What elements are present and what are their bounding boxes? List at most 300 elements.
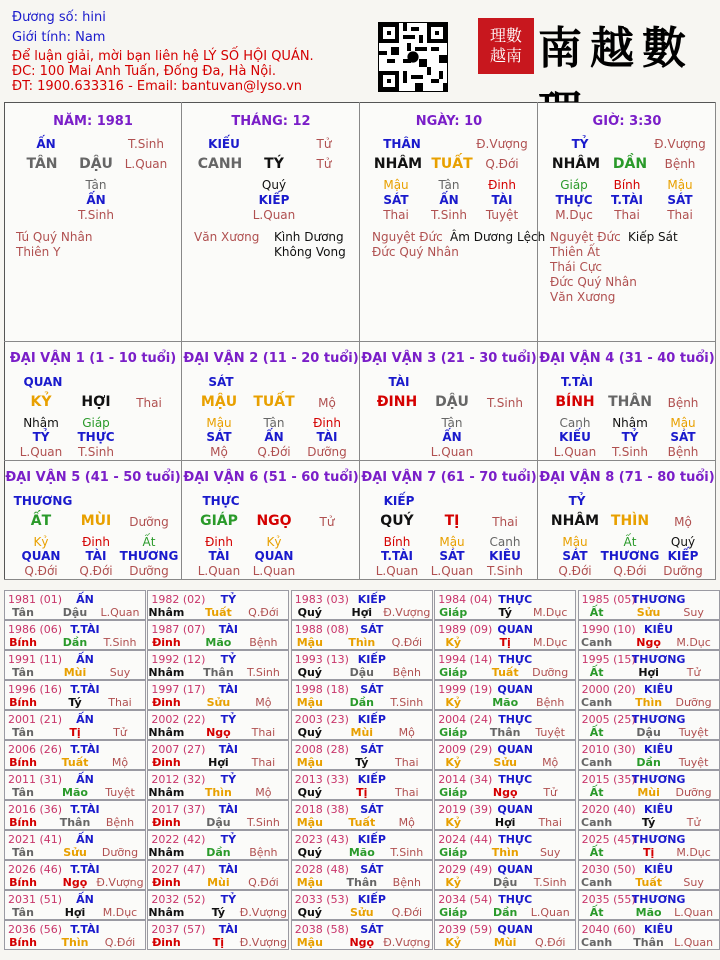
year-can: Nhâm <box>148 846 185 859</box>
pillar-title: NGÀY: 10 <box>415 114 483 129</box>
year-god: SÁT <box>360 923 384 936</box>
year-stage: T.Sinh <box>390 846 424 859</box>
year-stage: Đ.Vượng <box>383 606 431 619</box>
hidden-stage: M.Dục <box>555 208 593 222</box>
year-stage: L.Quan <box>674 906 714 919</box>
year-god: ẤN <box>76 593 94 606</box>
dv-hidden-stage: L.Quan <box>553 445 597 459</box>
year-label: 2021 (41) <box>8 833 63 846</box>
dai-van-stage: Dưỡng <box>129 515 169 529</box>
year-stage: Đ.Vượng <box>239 936 287 949</box>
year-god: THỰC <box>498 773 533 786</box>
year-stage: Tuyệt <box>105 786 135 799</box>
hidden-god: KIẾP <box>258 193 290 207</box>
year-can: Giáp <box>439 726 468 739</box>
year-stage: Tử <box>686 666 701 679</box>
year-stage: Suy <box>683 606 704 619</box>
year-can: Mậu <box>296 636 323 649</box>
pillar-can: TÂN <box>26 156 58 172</box>
year-cell <box>434 740 576 770</box>
year-stage: Bệnh <box>249 846 278 859</box>
year-chi: Mùi <box>350 726 374 739</box>
year-god: KIẾP <box>357 593 386 606</box>
year-chi: Tị <box>69 726 81 739</box>
dai-van-can: GIÁP <box>200 513 238 529</box>
dv-hidden-god: SÁT <box>670 430 696 444</box>
pillar-can: NHÂM <box>551 156 601 172</box>
pillar-top-stage: T.Sinh <box>128 137 164 151</box>
year-can: Ất <box>589 666 604 679</box>
year-god: SÁT <box>360 683 384 696</box>
dai-van-title: ĐẠI VẬN 4 (31 - 40 tuổi) <box>539 351 715 366</box>
year-can: Canh <box>581 936 613 949</box>
dv-hidden-stem: Bính <box>383 535 411 549</box>
year-cell <box>147 920 289 950</box>
year-chi: Dậu <box>492 876 518 889</box>
dv-hidden-stem: Đinh <box>205 535 233 549</box>
year-can: Đinh <box>152 876 181 889</box>
year-god: TỶ <box>220 593 237 606</box>
year-stage: M.Dục <box>676 636 711 649</box>
dv-hidden-god: ẤN <box>442 430 462 444</box>
year-cell <box>147 860 289 890</box>
year-god: T.TÀI <box>70 863 100 876</box>
year-stage: Thai <box>395 786 419 799</box>
hidden-stage: T.Sinh <box>78 208 114 222</box>
year-chi: Hợi <box>208 756 229 769</box>
pillar-chi: TÝ <box>264 156 284 172</box>
year-label: 2009 (29) <box>438 743 493 756</box>
year-god: KIẾP <box>357 653 386 666</box>
year-god: ẤN <box>76 653 94 666</box>
dv-hidden-stage: Dưỡng <box>129 564 169 578</box>
year-chi: Tị <box>356 786 368 799</box>
year-stage: Thai <box>395 756 419 769</box>
hidden-stem: Bính <box>613 178 641 192</box>
year-chi: Mùi <box>637 786 660 799</box>
year-stage: Mộ <box>255 786 272 799</box>
year-label: 1985 (05) <box>581 593 636 606</box>
year-can: Giáp <box>439 906 468 919</box>
year-can: Quý <box>297 906 322 919</box>
star-item: Tú Quý Nhân <box>16 230 93 244</box>
year-cell <box>291 770 433 800</box>
duong-so-value: hini <box>82 10 106 25</box>
year-cell <box>291 830 433 860</box>
star-item: Nguyệt Đức <box>372 230 443 244</box>
year-stage: Mộ <box>542 756 559 769</box>
year-god: SÁT <box>360 803 384 816</box>
pillar-chi: DẬU <box>79 156 113 172</box>
pillar-title: NĂM: 1981 <box>53 114 133 129</box>
year-stage: Tử <box>543 786 558 799</box>
year-stage: T.Sinh <box>246 666 280 679</box>
year-label: 1991 (11) <box>8 653 63 666</box>
year-god: THƯƠNG <box>631 653 686 666</box>
year-chi: Thân <box>346 876 378 889</box>
year-god: T.TÀI <box>70 743 100 756</box>
dai-van-title: ĐẠI VẬN 1 (1 - 10 tuổi) <box>9 351 177 366</box>
year-god: T.TÀI <box>70 923 100 936</box>
year-cell <box>291 740 433 770</box>
year-cell <box>147 620 289 650</box>
hidden-stage: L.Quan <box>252 208 296 222</box>
dv-hidden-stem: Mậu <box>206 416 232 430</box>
year-stage: M.Dục <box>676 846 711 859</box>
year-chi: Sửu <box>206 696 231 709</box>
year-god: KIẾP <box>357 893 386 906</box>
year-cell <box>4 920 146 950</box>
pillar-chi-stage: Bệnh <box>664 157 696 171</box>
year-label: 2005 (25) <box>581 713 636 726</box>
pillar-title: THÁNG: 12 <box>231 114 311 129</box>
year-stage: Q.Đới <box>391 906 423 919</box>
year-chi: Ngọ <box>206 726 231 739</box>
year-stage: Dưỡng <box>675 786 712 799</box>
year-can: Mậu <box>296 876 323 889</box>
year-label: 2031 (51) <box>8 893 63 906</box>
dai-van-stage: Thai <box>136 396 162 410</box>
year-god: KIẾP <box>357 713 386 726</box>
year-god: KIÊU <box>644 863 674 876</box>
hidden-stem: Quý <box>261 178 287 192</box>
year-god: TÀI <box>218 623 239 636</box>
year-label: 2002 (22) <box>151 713 206 726</box>
dv-hidden-god: THƯƠNG <box>119 549 179 563</box>
dv-hidden-stage: Mộ <box>210 445 228 459</box>
dai-van-stage: Bệnh <box>667 396 699 410</box>
year-label: 2037 (57) <box>151 923 206 936</box>
year-chi: Thìn <box>61 936 89 949</box>
dv-hidden-stem: Nhâm <box>23 416 59 430</box>
dv-hidden-god: QUAN <box>21 549 61 563</box>
year-chi: Mão <box>348 846 375 859</box>
year-chi: Tý <box>68 696 82 709</box>
hidden-god: TÀI <box>491 193 513 207</box>
year-cell <box>4 590 146 620</box>
year-chi: Tý <box>498 606 512 619</box>
dai-van-god: QUAN <box>23 375 63 389</box>
year-cell <box>434 680 576 710</box>
year-can: Nhâm <box>148 786 185 799</box>
year-cell <box>147 710 289 740</box>
year-stage: Bệnh <box>105 816 135 829</box>
year-chi: Dậu <box>62 606 88 619</box>
year-god: TÀI <box>218 803 239 816</box>
year-cell <box>578 920 720 950</box>
year-chi: Mùi <box>493 936 517 949</box>
year-cell <box>4 740 146 770</box>
year-can: Canh <box>581 696 613 709</box>
dai-van-can: ẤT <box>30 513 52 529</box>
year-can: Đinh <box>152 936 181 949</box>
year-can: Bính <box>9 876 37 889</box>
dai-van-god: THƯƠNG <box>13 494 73 508</box>
dv-hidden-stem: Canh <box>489 535 521 549</box>
year-label: 2030 (50) <box>581 863 636 876</box>
year-cell <box>4 680 146 710</box>
year-can: Quý <box>297 726 322 739</box>
duong-so-line: Đương số: hini <box>12 10 106 25</box>
hidden-god: ẤN <box>86 193 106 207</box>
year-god: ẤN <box>76 833 94 846</box>
year-god: QUAN <box>497 683 534 696</box>
year-can: Quý <box>297 666 322 679</box>
year-god: TÀI <box>218 683 239 696</box>
dv-hidden-god: THỰC <box>77 430 115 444</box>
year-label: 1987 (07) <box>151 623 206 636</box>
year-chi: Tuất <box>491 666 519 679</box>
year-label: 2023 (43) <box>294 833 349 846</box>
year-god: TỶ <box>220 773 237 786</box>
year-chi: Thìn <box>491 846 519 859</box>
year-label: 2010 (30) <box>581 743 636 756</box>
year-stage: Bệnh <box>392 876 421 889</box>
year-stage: T.Sinh <box>103 636 137 649</box>
year-god: TÀI <box>218 863 239 876</box>
year-god: TÀI <box>218 923 239 936</box>
star-item: Thiên Ất <box>550 245 600 259</box>
dv-hidden-stage: L.Quan <box>252 564 296 578</box>
hidden-stem: Mậu <box>667 178 693 192</box>
pillar-top-stage: Đ.Vượng <box>476 137 528 151</box>
pillar-top-god: TỶ <box>571 137 589 151</box>
year-stage: Mộ <box>398 726 415 739</box>
year-god: TÀI <box>218 743 239 756</box>
hidden-god: SÁT <box>383 193 409 207</box>
star-item: Nguyệt Đức <box>550 230 621 244</box>
pillar-can: CANH <box>197 156 243 172</box>
year-god: KIÊU <box>644 743 674 756</box>
dv-hidden-stem: Nhâm <box>612 416 648 430</box>
year-label: 2006 (26) <box>8 743 63 756</box>
year-cell <box>4 890 146 920</box>
dai-van-chi: THÂN <box>608 394 652 410</box>
year-can: Kỷ <box>445 816 462 829</box>
year-cell <box>147 650 289 680</box>
year-cell <box>147 830 289 860</box>
dv-hidden-stage: L.Quan <box>430 445 474 459</box>
hidden-stem: Tân <box>85 178 107 192</box>
dv-hidden-stem: Tân <box>441 416 463 430</box>
year-label: 2007 (27) <box>151 743 206 756</box>
year-chi: Hợi <box>494 816 516 829</box>
year-god: THỰC <box>498 833 533 846</box>
dv-hidden-stage: Q.Đới <box>558 564 592 578</box>
year-stage: Thai <box>538 816 562 829</box>
pillar-top-stage: Tử <box>316 137 332 151</box>
year-label: 2025 (45) <box>581 833 636 846</box>
pillar-chi-stage: Q.Đới <box>485 157 519 171</box>
year-stage: Tuyệt <box>535 726 565 739</box>
year-label: 2039 (59) <box>438 923 493 936</box>
hidden-god: T.TÀI <box>611 193 643 207</box>
year-stage: Mộ <box>255 696 272 709</box>
dai-van-stage: Tử <box>319 515 335 529</box>
year-chi: Mão <box>635 906 662 919</box>
dv-hidden-god: SÁT <box>562 549 588 563</box>
dv-hidden-stem: Quý <box>670 535 696 549</box>
year-chi: Sửu <box>493 756 517 769</box>
year-label: 2029 (49) <box>438 863 493 876</box>
year-god: KIẾP <box>357 833 386 846</box>
year-stage: Đ.Vượng <box>96 876 144 889</box>
dai-van-title: ĐẠI VẬN 6 (51 - 60 tuổi) <box>183 470 359 485</box>
year-stage: Q.Đới <box>534 936 566 949</box>
dai-van-god: THỰC <box>202 494 240 508</box>
year-cell <box>4 830 146 860</box>
year-label: 2014 (34) <box>438 773 493 786</box>
year-cell <box>291 710 433 740</box>
seal-logo: 理數越南 <box>478 18 534 74</box>
year-god: SÁT <box>360 623 384 636</box>
year-god: T.TÀI <box>70 623 100 636</box>
year-stage: Thai <box>251 756 276 769</box>
year-cell <box>147 890 289 920</box>
year-can: Ất <box>589 726 604 739</box>
year-stage: Tuyệt <box>678 756 709 769</box>
year-stage: Dưỡng <box>532 666 569 679</box>
year-label: 2000 (20) <box>581 683 636 696</box>
year-label: 2015 (35) <box>581 773 636 786</box>
year-can: Mậu <box>296 696 323 709</box>
year-cell <box>434 770 576 800</box>
year-cell <box>4 710 146 740</box>
hidden-stage: Thai <box>383 208 409 222</box>
year-stage: Bệnh <box>249 636 278 649</box>
dai-van-god: KIẾP <box>383 494 415 508</box>
year-cell <box>291 800 433 830</box>
dai-van-can: NHÂM <box>550 513 600 529</box>
year-cell <box>434 620 576 650</box>
dv-hidden-stage: Q.Đới <box>79 564 113 578</box>
year-can: Ất <box>589 786 604 799</box>
year-cell <box>578 710 720 740</box>
star-item: Thái Cực <box>550 260 603 274</box>
year-god: SÁT <box>360 743 384 756</box>
year-can: Đinh <box>152 756 181 769</box>
year-can: Kỷ <box>445 936 462 949</box>
year-stage: Tuyệt <box>678 726 709 739</box>
year-cell <box>4 860 146 890</box>
year-chi: Tý <box>211 906 226 919</box>
year-stage: M.Dục <box>532 606 568 619</box>
year-label: 1996 (16) <box>8 683 63 696</box>
year-stage: T.Sinh <box>246 816 280 829</box>
year-cell <box>291 680 433 710</box>
dv-hidden-stage: Q.Đới <box>257 445 291 459</box>
year-cell <box>4 770 146 800</box>
year-god: T.TÀI <box>70 683 100 696</box>
qr-code-icon <box>378 22 448 92</box>
year-chi: Thìn <box>348 636 376 649</box>
year-label: 1995 (15) <box>581 653 636 666</box>
year-stage: Mộ <box>111 756 129 769</box>
year-chi: Dần <box>349 696 374 709</box>
year-chi: Sửu <box>636 606 661 619</box>
year-can: Tân <box>12 846 34 859</box>
pillar-can: NHÂM <box>373 156 423 172</box>
pillar-chi: DẦN <box>612 156 648 172</box>
year-stage: Q.Đới <box>104 936 136 949</box>
year-label: 1993 (13) <box>294 653 349 666</box>
year-label: 1992 (12) <box>151 653 206 666</box>
dv-hidden-stage: L.Quan <box>375 564 419 578</box>
year-god: TỶ <box>220 653 237 666</box>
year-label: 2027 (47) <box>151 863 206 876</box>
year-cell <box>578 830 720 860</box>
dv-hidden-god: TÀI <box>208 549 230 563</box>
year-label: 2019 (39) <box>438 803 493 816</box>
dv-hidden-stem: Ất <box>623 535 637 549</box>
year-can: Giáp <box>439 606 468 619</box>
year-label: 2003 (23) <box>294 713 349 726</box>
dv-hidden-stage: L.Quan <box>430 564 474 578</box>
year-label: 2001 (21) <box>8 713 63 726</box>
dv-hidden-stem: Đinh <box>82 535 110 549</box>
dai-van-god: TỶ <box>568 494 586 508</box>
dv-hidden-stage: Bệnh <box>667 445 699 459</box>
pillar-chi-stage: Tử <box>316 157 332 171</box>
year-cell <box>434 890 576 920</box>
dai-van-can: KỶ <box>30 394 52 410</box>
gioi-tinh-value: Nam <box>75 30 106 45</box>
year-can: Canh <box>581 816 613 829</box>
brand-logo: 南越數 <box>538 23 694 74</box>
year-chi: Dần <box>636 756 661 769</box>
dai-van-god: SÁT <box>208 375 234 389</box>
year-chi: Tý <box>355 756 369 769</box>
year-label: 1984 (04) <box>438 593 493 606</box>
year-chi: Ngọ <box>62 876 88 889</box>
year-god: THƯƠNG <box>631 713 686 726</box>
year-can: Nhâm <box>148 666 185 679</box>
year-can: Quý <box>297 786 322 799</box>
year-god: THƯƠNG <box>631 893 686 906</box>
year-chi: Hợi <box>351 606 373 619</box>
star-item: Đức Quý Nhân <box>550 275 637 289</box>
year-god: TỶ <box>220 833 237 846</box>
year-chi: Mão <box>62 786 88 799</box>
year-stage: L.Quan <box>530 906 570 919</box>
year-god: THƯƠNG <box>631 833 686 846</box>
dai-van-can: BÍNH <box>555 394 595 410</box>
year-god: QUAN <box>497 923 534 936</box>
year-label: 2018 (38) <box>294 803 349 816</box>
year-chi: Dần <box>492 906 518 919</box>
pillar-top-god: ẤN <box>36 137 56 151</box>
dv-hidden-god: KIÊU <box>489 549 521 563</box>
dv-hidden-god: T.TÀI <box>381 549 413 563</box>
year-label: 2011 (31) <box>8 773 63 786</box>
star-item: Đức Quý Nhân <box>372 245 459 259</box>
dv-hidden-god: ẤN <box>264 430 284 444</box>
year-chi: Thân <box>59 816 91 829</box>
year-can: Đinh <box>152 696 181 709</box>
dv-hidden-stem: Mậu <box>562 535 588 549</box>
year-cell <box>578 890 720 920</box>
year-label: 1989 (09) <box>438 623 493 636</box>
year-cell <box>147 740 289 770</box>
year-cell <box>434 590 576 620</box>
dai-van-chi: NGỌ <box>256 513 292 529</box>
year-can: Ất <box>589 606 604 619</box>
year-cell <box>291 860 433 890</box>
year-chi: Sửu <box>350 906 374 919</box>
year-stage: Q.Đới <box>391 636 423 649</box>
year-god: ẤN <box>76 773 94 786</box>
contact-line-1: Để luận giải, mời bạn liên hệ LÝ SỐ HỘI QUÁN. <box>12 49 314 64</box>
